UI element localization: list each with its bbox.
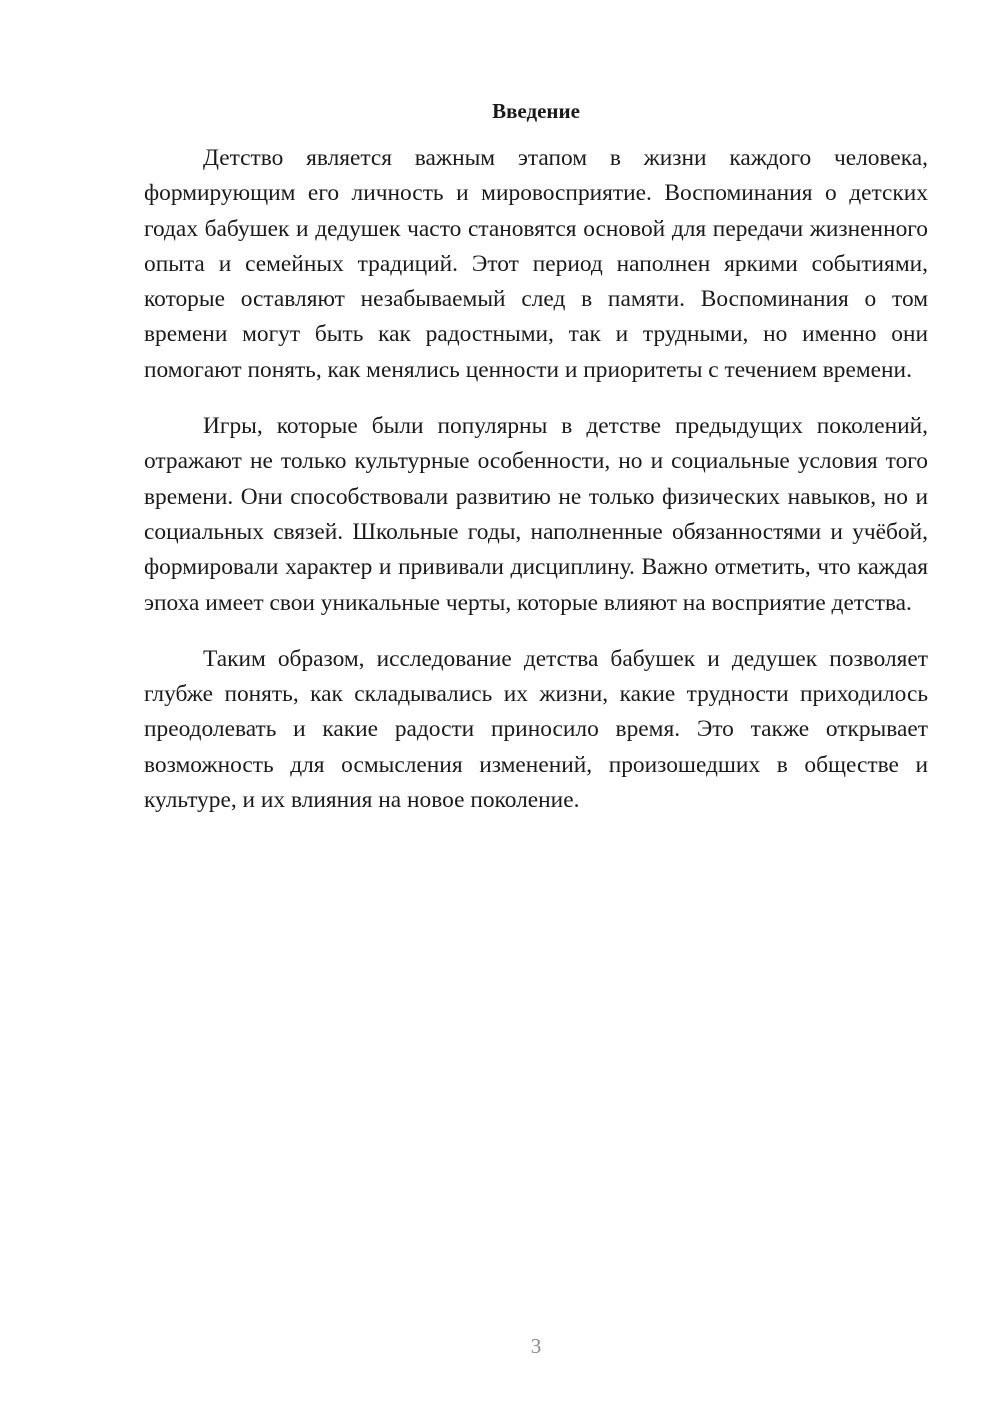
section-heading: Введение bbox=[492, 99, 580, 123]
paragraph: Таким образом, исследование детства бабушек и дедушек позволяет глубже понять, как складывались их жизни, какие трудности приходилось преодолевать и какие радости приносило время. Это также открывает возможность для осмысления изменений, произошедших в обществе и культуре, и их влияния на новое поколение. bbox=[144, 645, 928, 814]
paragraph: Игры, которые были популярны в детстве предыдущих поколений, отражают не только культурные особенности, но и социальные условия того времени. Они способствовали развитию не только физических навыков, но и социальных связей. Школьные годы, наполненные обязанностями и учёбой, формировали характер и прививали дисциплину. Важно отметить, что каждая эпоха имеет свои уникальные черты, которые влияют на восприятие детства. bbox=[144, 413, 928, 616]
paragraph: Детство является важным этапом в жизни каждого человека, формирующим его личность и мировосприятие. Воспоминания о детских годах бабушек и дедушек часто становятся основой для передачи жизненного опыта и семейных традиций. Этот период наполнен яркими событиями, которые оставляют незабываемый след в памяти. Воспоминания о том времени могут быть как радостными, так и трудными, но именно они помогают понять, как менялись ценности и приоритеты с течением времени. bbox=[144, 145, 928, 383]
page-number: 3 bbox=[530, 1334, 542, 1358]
body-text bbox=[144, 141, 928, 839]
